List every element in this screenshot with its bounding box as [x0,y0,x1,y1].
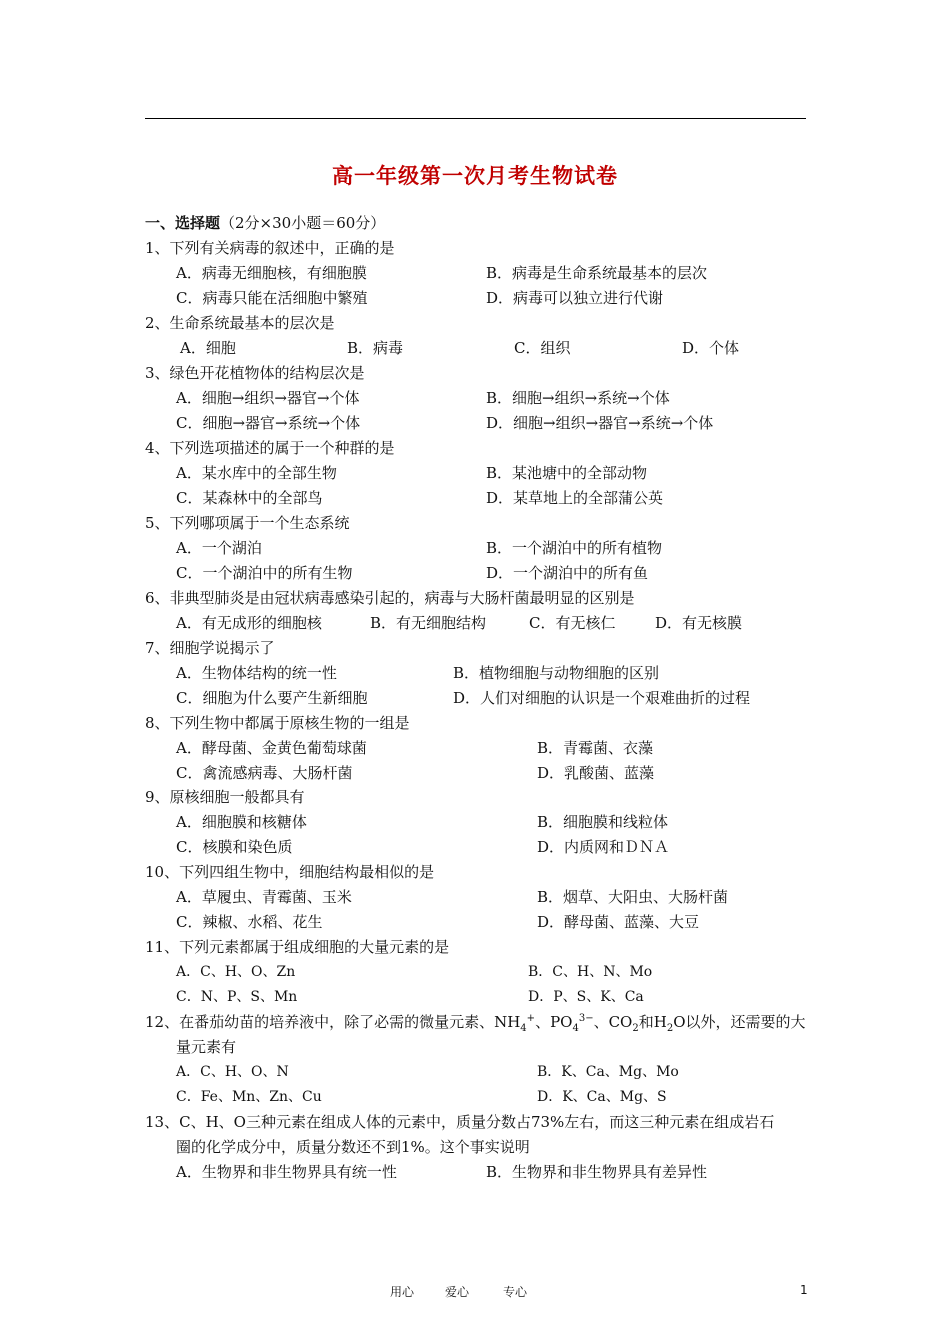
footer-word-1: 用心 [390,1285,415,1299]
q7-option-c: C．细胞为什么要产生新细胞 [176,689,368,707]
q2-option-c: C．组织 [514,339,571,357]
q1-option-d: D．病毒可以独立进行代谢 [486,289,664,307]
section-heading [145,213,385,233]
q4-option-c: C．某森林中的全部鸟 [176,489,323,507]
q6-option-a: A．有无成形的细胞核 [176,614,322,632]
q8-option-b: B．青霉菌、衣藻 [537,739,654,757]
question-2-stem: 2、生命系统最基本的层次是 [145,314,335,332]
question-4-stem: 4、下列选项描述的属于一个种群的是 [145,439,395,457]
q10-option-d: D．酵母菌、蓝藻、大豆 [537,913,700,931]
q12-option-b: B．K、Ca、Mg、Mo [537,1064,679,1080]
q7-option-a: A．生物体结构的统一性 [176,664,337,682]
q1-option-c: C．病毒只能在活细胞中繁殖 [176,289,368,307]
question-5-stem: 5、下列哪项属于一个生态系统 [145,514,350,532]
question-3-stem: 3、绿色开花植物体的结构层次是 [145,364,365,382]
q3-option-c: C．细胞→器官→系统→个体 [176,414,361,432]
footer-word-2: 爱心 [445,1285,470,1299]
q12-option-d: D．K、Ca、Mg、S [537,1089,667,1105]
q7-option-d: D．人们对细胞的认识是一个艰难曲折的过程 [453,689,751,707]
q2-option-d: D．个体 [682,339,740,357]
q3-option-b: B．细胞→组织→系统→个体 [486,389,670,407]
q9-option-c: C．核膜和染色质 [176,838,293,856]
q1-option-b: B．病毒是生命系统最基本的层次 [486,264,708,282]
header-rule [145,118,806,119]
q6-option-b: B．有无细胞结构 [370,614,487,632]
section-points: （2分×30小题＝60分） [220,214,386,232]
question-12-stem-cont: 量元素有 [176,1038,237,1056]
section-name: 一、选择题 [145,214,221,232]
q5-option-d: D．一个湖泊中的所有鱼 [486,564,649,582]
question-7-stem: 7、细胞学说揭示了 [145,639,275,657]
q9-option-b: B．细胞膜和线粒体 [537,813,669,831]
footer-word-3: 专心 [503,1285,528,1299]
q11-option-b: B．C、H、N、Mo [528,964,653,980]
q8-option-d: D．乳酸菌、蓝藻 [537,764,655,782]
q9-option-d: D．内质网和ＤＮＡ [537,838,670,856]
q4-option-d: D．某草地上的全部蒲公英 [486,489,664,507]
question-13-stem-cont: 圈的化学成分中，质量分数还不到1%。这个事实说明 [176,1138,530,1156]
q2-option-a: A．细胞 [180,339,236,357]
q11-option-a: A．C、H、O、Zn [176,964,296,980]
q12-option-c: C．Fe、Mn、Zn、Cu [176,1089,322,1105]
q11-option-c: C．N、P、S、Mn [176,989,298,1005]
question-12-stem: 12、在番茄幼苗的培养液中，除了必需的微量元素、$NH_4^+$、$PO_4^{3-}$、$CO_2$和$H_2O$以外，还需要的大 [145,1013,806,1034]
q11-option-d: D．P、S、K、Ca [528,989,644,1005]
q5-option-a: A．一个湖泊 [176,539,262,557]
question-1-stem: 1、下列有关病毒的叙述中，正确的是 [145,239,395,257]
q9-option-a: A．细胞膜和核糖体 [176,813,307,831]
q6-option-d: D．有无核膜 [655,614,743,632]
q10-option-b: B．烟草、大阳虫、大肠杆菌 [537,888,729,906]
question-6-stem: 6、非典型肺炎是由冠状病毒感染引起的，病毒与大肠杆菌最明显的区别是 [145,589,635,607]
page-number: 1 [800,1283,808,1297]
question-10-stem: 10、下列四组生物中，细胞结构最相似的是 [145,863,435,881]
q8-option-c: C．禽流感病毒、大肠杆菌 [176,764,353,782]
page-title: 高一年级第一次月考生物试卷 [332,164,618,188]
q4-option-a: A．某水库中的全部生物 [176,464,337,482]
q3-option-a: A．细胞→组织→器官→个体 [176,389,360,407]
q1-option-a: A．病毒无细胞核，有细胞膜 [176,264,367,282]
q5-option-c: C．一个湖泊中的所有生物 [176,564,353,582]
q5-option-b: B．一个湖泊中的所有植物 [486,539,663,557]
q3-option-d: D．细胞→组织→器官→系统→个体 [486,414,714,432]
q10-option-a: A．草履虫、青霉菌、玉米 [176,888,352,906]
q10-option-c: C．辣椒、水稻、花生 [176,913,323,931]
question-9-stem: 9、原核细胞一般都具有 [145,788,305,806]
q6-option-c: C．有无核仁 [529,614,616,632]
question-8-stem: 8、下列生物中都属于原核生物的一组是 [145,714,410,732]
question-13-stem: 13、C、H、O三种元素在组成人体的元素中，质量分数占73%左右，而这三种元素在组成岩石 [145,1113,775,1131]
q7-option-b: B．植物细胞与动物细胞的区别 [453,664,660,682]
question-11-stem: 11、下列元素都属于组成细胞的大量元素的是 [145,938,450,956]
q13-option-a: A．生物界和非生物界具有统一性 [176,1163,397,1181]
q8-option-a: A．酵母菌、金黄色葡萄球菌 [176,739,367,757]
q4-option-b: B．某池塘中的全部动物 [486,464,648,482]
q2-option-b: B．病毒 [347,339,404,357]
q12-option-a: A．C、H、O、N [176,1064,289,1080]
q13-option-b: B．生物界和非生物界具有差异性 [486,1163,708,1181]
